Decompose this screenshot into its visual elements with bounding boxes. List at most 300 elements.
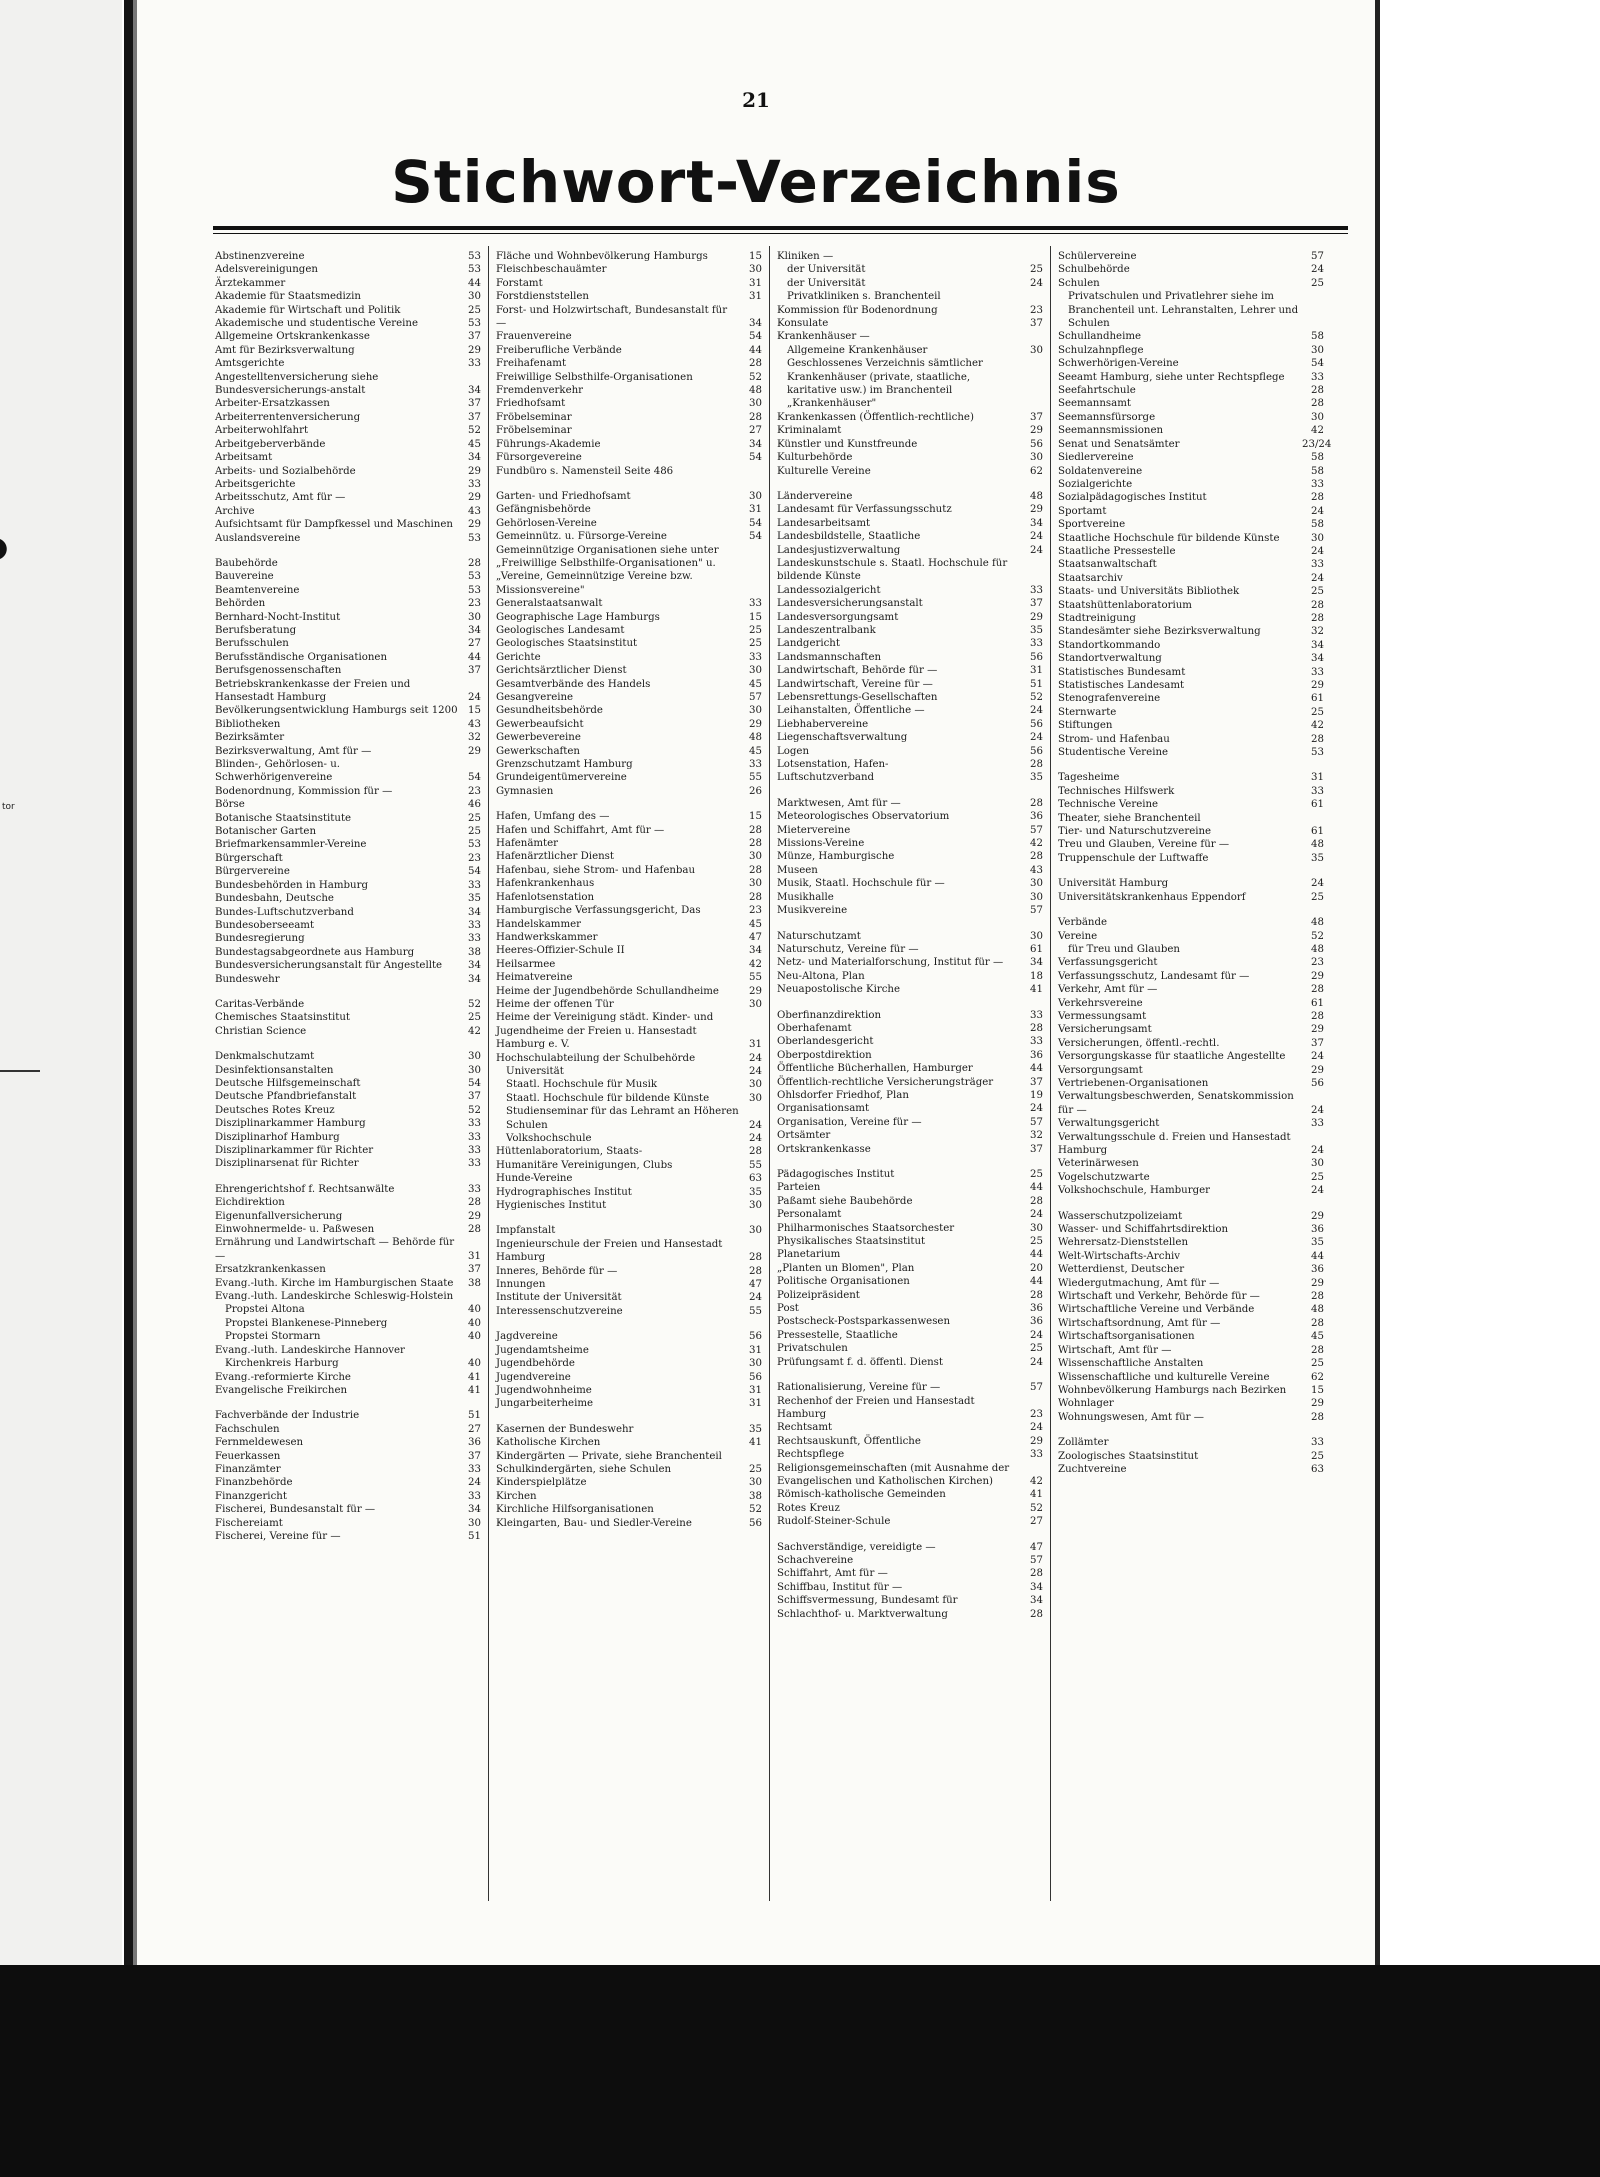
index-entry-label: Neuapostolische Kirche	[777, 984, 901, 996]
index-entry-label: Auslandsvereine	[215, 532, 301, 544]
index-entry-label: Luftschutzverband	[777, 772, 875, 784]
index-entry	[215, 825, 481, 838]
index-entry-label: Organisation, Vereine für —	[777, 1116, 922, 1128]
index-entry-page: 30	[749, 998, 762, 1010]
index-entry-page: 58	[1311, 519, 1324, 531]
index-entry-label: Öffentliche Bücherhallen, Hamburger	[777, 1063, 973, 1075]
index-entry-page: 24	[749, 1119, 762, 1131]
index-entry	[496, 904, 762, 917]
index-entry-page: 45	[749, 918, 762, 930]
index-entry-page: 46	[468, 799, 481, 811]
index-entry-label: Kirchenkreis Harburg	[225, 1358, 339, 1370]
index-entry-label: Wirtschaftsorganisationen	[1058, 1331, 1195, 1343]
index-entry-page: 35	[1311, 852, 1324, 864]
index-entry-label: Universität Hamburg	[1058, 878, 1169, 890]
index-entry-page: 57	[749, 692, 762, 703]
index-entry-page: 52	[468, 1104, 481, 1116]
index-entry-page: 30	[1030, 1222, 1043, 1234]
index-entry-page: 31	[749, 1039, 762, 1051]
index-entry	[496, 1065, 762, 1078]
index-entry-label: Kommission für Bodenordnung	[777, 304, 938, 316]
index-entry	[496, 465, 762, 478]
index-entry-label: Prüfungsamt f. d. öffentl. Dienst	[777, 1356, 944, 1368]
index-entry	[1058, 1090, 1324, 1117]
index-entry	[496, 1371, 762, 1384]
index-entry-label: Kleingarten, Bau- und Siedler-Vereine	[496, 1517, 692, 1529]
index-entry-label: Hydrographisches Institut	[496, 1186, 632, 1198]
index-entry-label: Bundesbahn, Deutsche	[215, 893, 334, 905]
index-entry	[215, 879, 481, 892]
index-entry-label: Bezirksverwaltung, Amt für —	[215, 745, 372, 757]
index-entry-page: 57	[1030, 905, 1043, 917]
index-entry-label: Hüttenlaboratorium, Staats-	[496, 1146, 643, 1158]
index-entry	[215, 1050, 481, 1063]
index-entry-label: Oberlandesgericht	[777, 1036, 874, 1048]
index-entry	[777, 1222, 1043, 1235]
index-entry	[496, 824, 762, 837]
index-entry-label: Hamburgische Verfassungsgericht, Das	[496, 905, 701, 917]
index-entry-page: 52	[749, 371, 762, 383]
index-entry	[496, 597, 762, 610]
index-entry-page: 28	[1311, 599, 1324, 611]
index-entry-label: Gewerbevereine	[496, 732, 581, 744]
index-entry	[1058, 706, 1324, 719]
index-entry-page: 35	[1030, 624, 1043, 636]
index-entry	[496, 1503, 762, 1516]
index-entry-page: 56	[1030, 651, 1043, 663]
index-entry-page: 41	[468, 1384, 481, 1396]
index-entry-label: Treu und Glauben, Vereine für —	[1058, 839, 1230, 851]
index-entry-page: 37	[468, 1264, 481, 1276]
index-entry	[777, 758, 1043, 771]
index-entry	[496, 1305, 762, 1318]
index-entry-label: Jungarbeiterheime	[496, 1398, 594, 1410]
index-entry-page: 30	[1311, 532, 1324, 544]
index-entry-page: 31	[749, 1384, 762, 1396]
index-entry	[1058, 505, 1324, 518]
index-entry-label: Generalstaatsanwalt	[496, 598, 603, 610]
index-entry-label: Wehrersatz-Dienststellen	[1058, 1237, 1188, 1249]
index-entry-label: Landesarbeitsamt	[777, 517, 871, 529]
index-entry	[777, 1208, 1043, 1221]
index-entry	[777, 263, 1043, 276]
index-entry-label: Hafenärztlicher Dienst	[496, 851, 614, 863]
index-entry-label: Gerichtsärztlicher Dienst	[496, 665, 627, 677]
index-entry-page: 33	[1311, 559, 1324, 571]
index-entry	[777, 1302, 1043, 1315]
index-entry-label: Propstei Altona	[225, 1304, 305, 1316]
index-entry-label: Rechtspflege	[777, 1449, 845, 1461]
scan-background	[0, 1965, 1600, 2177]
index-entry-page: 36	[1311, 1224, 1324, 1236]
index-entry-page: 29	[468, 465, 481, 477]
index-entry	[1058, 384, 1324, 397]
index-entry-label: Heime der Vereinigung städt. Kinder- und Jugendheime der Freien u. Hansestadt Hamburg e. V.	[496, 1012, 714, 1051]
index-entry	[215, 1517, 481, 1530]
index-entry	[1058, 1371, 1324, 1384]
index-entry	[1058, 1236, 1324, 1249]
index-entry-label: Meteorologisches Observatorium	[777, 811, 950, 823]
index-entry-page: 34	[468, 385, 481, 397]
index-entry	[215, 277, 481, 290]
index-entry-label: Statistisches Bundesamt	[1058, 666, 1186, 678]
index-entry-page: 33	[468, 1463, 481, 1475]
index-entry	[496, 397, 762, 410]
index-entry	[496, 1052, 762, 1065]
index-entry-label: Handwerkskammer	[496, 931, 598, 943]
index-entry	[777, 517, 1043, 530]
index-entry-page: 24	[1311, 545, 1324, 557]
index-entry-label: Fröbelseminar	[496, 425, 572, 437]
index-entry	[496, 1278, 762, 1291]
index-entry-page: 28	[1311, 492, 1324, 504]
index-entry-page: 25	[1030, 264, 1043, 276]
index-entry-page: 38	[468, 1277, 481, 1289]
index-entry-page: 23	[749, 905, 762, 917]
index-entry-label: Angestelltenversicherung siehe Bundesversicherungs-anstalt	[215, 371, 379, 397]
index-entry	[1058, 478, 1324, 491]
index-entry-label: Privatkliniken s. Branchenteil	[787, 291, 941, 303]
index-entry-page: 37	[468, 398, 481, 410]
index-entry-page: 25	[1030, 1169, 1043, 1180]
index-entry	[496, 330, 762, 343]
index-entry-label: Evang.-reformierte Kirche	[215, 1371, 351, 1383]
index-entry-label: Schulen	[1058, 277, 1100, 289]
index-entry-page: 33	[1311, 1437, 1324, 1449]
index-entry-label: Bezirksämter	[215, 732, 285, 744]
index-entry	[1058, 558, 1324, 571]
facing-page-edge	[0, 0, 122, 1965]
index-entry	[777, 1356, 1043, 1369]
index-entry-page: 58	[1311, 331, 1324, 343]
index-column-4	[1058, 250, 1332, 1476]
index-entry-page: 53	[468, 571, 481, 583]
index-entry-label: Privatschulen	[777, 1343, 848, 1355]
index-entry	[777, 1462, 1043, 1489]
index-entry-page: 44	[1030, 1249, 1043, 1261]
index-entry-label: Rationalisierung, Vereine für —	[777, 1382, 941, 1394]
index-entry-page: 57	[1311, 251, 1324, 262]
index-entry-page: 44	[468, 651, 481, 663]
index-entry-label: Jagdvereine	[496, 1331, 558, 1343]
index-entry-label: Landesversicherungsanstalt	[777, 598, 923, 610]
index-entry	[1058, 1171, 1324, 1184]
index-entry	[215, 865, 481, 878]
index-entry-page: 24	[749, 1065, 762, 1077]
index-entry-page: 54	[468, 772, 481, 784]
index-entry	[215, 678, 481, 705]
index-entry	[215, 1196, 481, 1209]
index-entry	[215, 1450, 481, 1463]
index-entry	[777, 1009, 1043, 1022]
index-entry-page: 28	[1030, 1022, 1043, 1034]
index-entry-label: Landgericht	[777, 638, 840, 650]
index-entry-page: 53	[468, 251, 481, 262]
index-entry-label: Staatliche Pressestelle	[1058, 545, 1176, 557]
index-entry	[215, 1077, 481, 1090]
index-entry-page: 26	[749, 785, 762, 797]
index-entry-label: Bevölkerungsentwicklung Hamburgs seit 1200	[215, 705, 458, 717]
index-entry-page: 55	[749, 772, 762, 784]
index-entry	[777, 1289, 1043, 1302]
index-entry-label: Naturschutz, Vereine für —	[777, 943, 919, 955]
index-entry	[496, 850, 762, 863]
index-entry-label: Hunde-Vereine	[496, 1173, 573, 1185]
index-entry-label: Naturschutzamt	[777, 930, 861, 942]
column-divider	[1050, 246, 1051, 1901]
index-entry-label: Schullandheime	[1058, 331, 1142, 343]
index-entry-page: 25	[1030, 1343, 1043, 1355]
index-entry-label: Impfanstalt	[496, 1225, 556, 1237]
index-entry	[777, 1089, 1043, 1102]
index-entry	[496, 304, 762, 331]
index-entry-page: 24	[1030, 705, 1043, 717]
index-entry-label: Staats- und Universitäts Bibliothek	[1058, 586, 1240, 598]
index-entry	[215, 959, 481, 972]
index-entry-page: 28	[468, 1224, 481, 1236]
index-entry-label: Gehörlosen-Vereine	[496, 517, 597, 529]
index-entry-label: Jugendamtsheime	[496, 1344, 589, 1356]
index-entry	[496, 1265, 762, 1278]
index-entry-page: 29	[1311, 970, 1324, 982]
index-entry	[777, 1181, 1043, 1194]
index-entry-label: Gefängnisbehörde	[496, 504, 591, 516]
index-entry-page: 48	[1311, 943, 1324, 955]
index-entry-page: 48	[1311, 1304, 1324, 1316]
index-entry-page: 52	[468, 998, 481, 1010]
index-entry	[215, 250, 481, 263]
index-entry-label: Landsmannschaften	[777, 651, 882, 663]
index-entry	[215, 704, 481, 717]
index-entry-label: Kriminalamt	[777, 425, 842, 437]
index-entry	[1058, 1157, 1324, 1170]
index-entry-label: Gesundheitsbehörde	[496, 705, 603, 717]
index-entry-page: 55	[749, 972, 762, 984]
index-entry-page: 25	[1311, 891, 1324, 903]
index-entry-page: 30	[749, 851, 762, 863]
index-entry	[1058, 1117, 1324, 1130]
index-entry-label: Kasernen der Bundeswehr	[496, 1423, 634, 1435]
index-entry	[1058, 572, 1324, 585]
index-entry-page: 29	[1030, 1435, 1043, 1447]
index-entry-label: der Universität	[787, 277, 866, 289]
index-entry	[777, 451, 1043, 464]
index-entry	[1058, 1436, 1324, 1449]
index-entry-page: 36	[1030, 1049, 1043, 1061]
index-entry-label: Hygienisches Institut	[496, 1200, 607, 1212]
index-entry	[1058, 625, 1324, 638]
index-entry	[777, 411, 1043, 424]
index-entry-page: 32	[1311, 626, 1324, 638]
index-entry-label: Kulturbehörde	[777, 452, 853, 464]
index-entry-page: 30	[1030, 452, 1043, 464]
index-entry-label: Schwerhörigen-Vereine	[1058, 358, 1179, 370]
index-entry	[1058, 1384, 1324, 1397]
index-entry	[777, 1168, 1043, 1181]
index-entry	[777, 904, 1043, 917]
index-entry-page: 30	[749, 490, 762, 502]
index-entry-label: Arbeiterwohlfahrt	[215, 425, 309, 437]
index-entry	[1058, 956, 1324, 969]
index-entry-label: Bürgerschaft	[215, 852, 283, 864]
index-entry-page: 62	[1030, 465, 1043, 477]
index-entry	[777, 1541, 1043, 1554]
index-entry-page: 36	[1030, 1303, 1043, 1315]
index-entry-label: Ernährung und Landwirtschaft — Behörde für —	[215, 1237, 455, 1262]
index-entry	[777, 277, 1043, 290]
index-entry-page: 32	[1030, 1130, 1043, 1142]
index-entry	[496, 1344, 762, 1357]
page-title: Stichwort-Verzeichnis	[391, 148, 1121, 216]
index-entry-label: Universitätskrankenhaus Eppendorf	[1058, 891, 1246, 903]
index-entry-label: Pressestelle, Staatliche	[777, 1329, 898, 1341]
index-entry-label: Kulturelle Vereine	[777, 465, 871, 477]
index-column-1	[215, 250, 481, 1543]
index-entry-label: Rotes Kreuz	[777, 1502, 840, 1514]
index-entry-label: Akademische und studentische Vereine	[215, 318, 419, 330]
index-entry-page: 33	[749, 598, 762, 610]
index-entry-page: 28	[1030, 1608, 1043, 1620]
index-entry-label: Forst- und Holzwirtschaft, Bundesanstalt für —	[496, 304, 728, 330]
index-entry-label: Schulbehörde	[1058, 264, 1130, 276]
index-entry-page: 33	[1311, 785, 1324, 797]
index-entry-label: Landesversorgungsamt	[777, 611, 899, 623]
index-entry-label: Schiffbau, Institut für —	[777, 1581, 903, 1593]
index-entry	[496, 944, 762, 957]
index-entry-page: 34	[749, 318, 762, 330]
index-entry-label: Beamtenvereine	[215, 584, 300, 596]
index-entry-page: 42	[468, 1025, 481, 1037]
index-entry-label: Soldatenvereine	[1058, 465, 1143, 477]
index-entry-label: Rudolf-Steiner-Schule	[777, 1516, 891, 1528]
index-entry-label: Technisches Hilfswerk	[1058, 785, 1175, 797]
index-entry-page: 57	[1030, 1382, 1043, 1394]
index-entry-label: Berufsgenossenschaften	[215, 665, 342, 677]
index-entry	[777, 704, 1043, 717]
index-entry-page: 28	[1030, 797, 1043, 809]
index-entry	[1058, 1263, 1324, 1276]
index-entry-label: Stadtreinigung	[1058, 612, 1136, 624]
index-entry-page: 28	[1311, 385, 1324, 397]
index-entry-label: Ländervereine	[777, 490, 853, 502]
index-entry	[777, 637, 1043, 650]
index-entry-page: 56	[749, 1331, 762, 1343]
index-entry	[777, 1502, 1043, 1515]
index-entry	[1058, 1397, 1324, 1410]
index-entry	[496, 1490, 762, 1503]
index-entry-label: Schlachthof- u. Marktverwaltung	[777, 1608, 948, 1620]
index-entry-page: 24	[1030, 1422, 1043, 1434]
index-entry	[777, 344, 1043, 357]
index-entry	[1058, 1010, 1324, 1023]
index-entry-label: Amt für Bezirksverwaltung	[215, 344, 355, 356]
index-entry-label: „Planten un Blomen", Plan	[777, 1262, 915, 1274]
index-entry-label: Caritas-Verbände	[215, 998, 305, 1010]
index-entry	[215, 651, 481, 664]
index-entry	[496, 958, 762, 971]
index-entry-label: Oberpostdirektion	[777, 1049, 872, 1061]
index-entry-page: 23/24	[1302, 438, 1332, 450]
index-entry-page: 37	[468, 331, 481, 343]
index-entry-label: Arbeits- und Sozialbehörde	[215, 465, 356, 477]
index-entry-page: 28	[749, 358, 762, 370]
index-entry-page: 63	[749, 1173, 762, 1185]
index-entry	[1058, 733, 1324, 746]
index-entry-label: Truppenschule der Luftwaffe	[1058, 852, 1209, 864]
index-entry-page: 35	[749, 1186, 762, 1198]
index-entry	[777, 678, 1043, 691]
index-entry	[1058, 838, 1324, 851]
index-entry	[215, 892, 481, 905]
index-entry	[496, 1517, 762, 1530]
index-entry-label: Briefmarkensammler-Vereine	[215, 839, 367, 851]
index-entry-page: 34	[1311, 639, 1324, 651]
index-entry-page: 30	[1030, 891, 1043, 903]
index-entry-label: Versorgungskasse für staatliche Angestellte	[1058, 1051, 1286, 1063]
index-entry-page: 30	[749, 1358, 762, 1370]
index-entry-page: 24	[1311, 878, 1324, 890]
index-entry-page: 24	[1030, 732, 1043, 744]
index-entry	[777, 304, 1043, 317]
index-entry-page: 28	[1311, 1317, 1324, 1329]
index-entry	[215, 973, 481, 986]
index-entry	[215, 1064, 481, 1077]
index-entry-page: 30	[1030, 878, 1043, 890]
index-entry	[1058, 1344, 1324, 1357]
index-entry-label: Gesangvereine	[496, 692, 574, 703]
index-entry-page: 37	[1311, 1037, 1324, 1049]
index-entry-page: 54	[749, 331, 762, 343]
index-entry-label: Hafen, Umfang des —	[496, 811, 610, 823]
index-entry-label: Bundesbehörden in Hamburg	[215, 879, 369, 891]
index-entry-label: Staatshüttenlaboratorium	[1058, 599, 1192, 611]
index-entry-page: 55	[749, 1305, 762, 1317]
index-entry-page: 29	[749, 718, 762, 730]
index-entry-page: 41	[1030, 984, 1043, 996]
index-entry-label: Organisationsamt	[777, 1103, 870, 1115]
index-entry-page: 25	[749, 638, 762, 650]
index-entry-label: Arbeitsamt	[215, 452, 273, 464]
index-entry-label: Leihanstalten, Öffentliche —	[777, 705, 925, 717]
index-entry	[1058, 532, 1324, 545]
index-entry	[1058, 746, 1324, 759]
index-entry	[496, 971, 762, 984]
index-entry	[496, 1224, 762, 1237]
index-entry-label: Einwohnermelde- u. Paßwesen	[215, 1224, 375, 1236]
index-entry-label: Akademie für Staatsmedizin	[215, 291, 361, 303]
index-entry	[215, 932, 481, 945]
index-entry-page: 31	[749, 1344, 762, 1356]
index-entry	[777, 1421, 1043, 1434]
index-entry-label: Arbeiterrentenversicherung	[215, 411, 361, 423]
index-entry	[777, 1567, 1043, 1580]
index-entry-page: 25	[1311, 1358, 1324, 1370]
index-entry-page: 28	[468, 1197, 481, 1209]
index-entry	[215, 1384, 481, 1397]
index-entry-label: Wirtschaftsordnung, Amt für —	[1058, 1317, 1221, 1329]
index-entry-label: Personalamt	[777, 1209, 842, 1221]
index-entry-page: 33	[468, 1158, 481, 1170]
index-entry	[1058, 1210, 1324, 1223]
index-entry-page: 48	[749, 385, 762, 397]
index-entry-page: 34	[468, 452, 481, 464]
index-entry	[215, 290, 481, 303]
index-entry-page: 52	[749, 1504, 762, 1516]
index-entry-page: 24	[749, 1292, 762, 1304]
index-entry-label: Geschlossenes Verzeichnis sämtlicher Krankenhäuser (private, staatliche, karitative usw.) im Branchenteil „Krankenhäuser"	[787, 358, 983, 410]
index-entry-label: Gewerbeaufsicht	[496, 718, 584, 730]
index-entry-page: 29	[1311, 1024, 1324, 1036]
